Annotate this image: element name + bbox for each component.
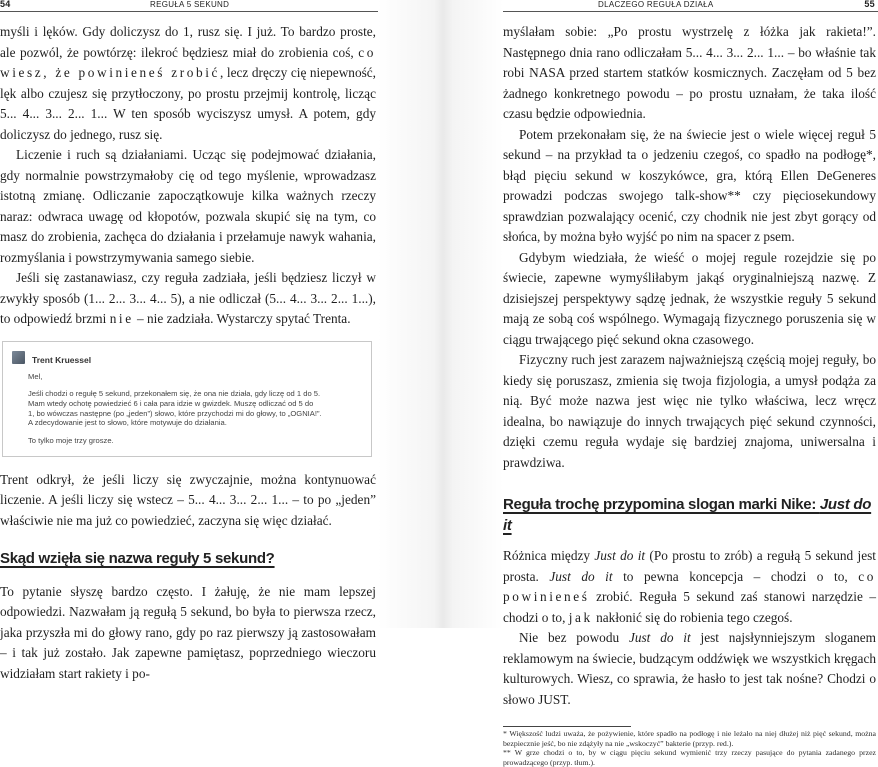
footnote-rule (503, 726, 631, 727)
paragraph: Gdybym wiedziała, że wieść o mojej regule rozejdzie się po świecie, zapewne wymyśliłabym jakąś oryginalniejszą nazwę. Z dzisiejszej perspektywy sądzę jednak, że wszystkie reguły 5 sekund mają ze sobą coś wspólnego. Wymagają fizycznego poruszenia się w ciągu trwającego pięć sekund okna czasowego. (503, 249, 876, 347)
left-page-number: 54 (0, 0, 11, 9)
paragraph: Jeśli się zastanawiasz, czy reguła zadziała, jeśli będziesz liczył w zwykły sposób (1... 2... 3... 4... 5), a nie odliczał (5... 4... 3... 2... 1...), to odpowiedź brzmi nie – nie zadziała. Wystarczy spytać Trenta. (0, 270, 376, 326)
post-line: A zdecydowanie jest to słowo, które motywuje do działania. (28, 418, 227, 428)
footnote: ** W grze chodzi o to, by w ciągu pięciu sekund wymienić trzy rzeczy pasujące do pytania zadanego przez prowadzącego (przyp. tłum.). (503, 748, 876, 767)
paragraph: To pytanie słyszę bardzo często. I żałuję, że nie mam lepszej odpowiedzi. Nazwałam ją regułą 5 sekund, bo była to pierwsza rzecz, jaka przyszła mi do głowy rano, gdy po raz pierwszy ją zastosowałam – i tak już zostało. Jak zapewne pamiętasz, poprzedniego wieczoru widziałam start rakiety i po- (0, 583, 376, 681)
left-page-body (0, 22, 376, 684)
left-page (0, 0, 378, 681)
right-page (503, 0, 878, 767)
paragraph: Fizyczny ruch jest zarazem najważniejszą częścią mojej reguły, bo kiedy się poruszasz, zmienia się twoja fizjologia, a umysł podąża za nią. Być może nazwa jest więc nie tylko właściwa, lecz wręcz idealna, bo nawiązuje do innych trwających pięć sekund czynności, dzięki czemu reguła wydaje się bardziej znajoma, uniwersalna i prawdziwa. (503, 352, 876, 470)
left-running-title: REGUŁA 5 SEKUND (150, 0, 230, 9)
spaced-emphasis: jak (568, 609, 593, 625)
post-greeting: Mel, (28, 371, 43, 381)
paragraph: Trent odkrył, że jeśli liczy się zwyczajnie, można kontynuować liczenie. A jeśli liczy się wstecz – 5... 4... 3... 2... 1... – to po „jeden” właściwie nie ma już co powiedzieć, zaczyna się więc działać. (0, 471, 376, 528)
book-gutter (378, 0, 503, 628)
right-page-body (503, 22, 876, 767)
post-closing: To tylko moje trzy grosze. (28, 436, 114, 446)
section-heading: Reguła trochę przypomina slogan marki Nike: Just do it (503, 496, 872, 534)
section-heading: Skąd wzięła się nazwa reguły 5 sekund? (0, 550, 275, 567)
paragraph: Nie bez powodu Just do it jest najsłynniejszym sloganem reklamowym na świecie, budzącym oddźwięk we wszystkich kręgach kulturowych. Wiesz, co sprawia, że hasło to jest tak nośne? Chodzi o słowo JUST. (503, 630, 876, 707)
facebook-post-screenshot (2, 341, 372, 457)
footnote: * Większość ludzi uważa, że pożywienie, które spadło na podłogę i nie leżało na niej dłużej niż pięć sekund, można bezpiecznie jeść, bo nie zdążyły na nie „wskoczyć” bakterie (przyp. red.). (503, 729, 876, 748)
post-author: Trent Kruessel (32, 354, 92, 365)
avatar (12, 351, 25, 364)
paragraph: Potem przekonałam się, że na świecie jest o wiele więcej reguł 5 sekund – na przykład ta o jedzeniu czegoś, co spadło na podłogę*, błąd pięciu sekund w koszykówce, gra, którą Ellen DeGeneres prowadzi podczas swojego talk-show** czy pięciosekundowy sprawdzian pozwalający ocenić, czy chodnik nie jest zbyt gorący od słońca, by można było wyjść po nim na spacer z psem. (503, 126, 876, 244)
spaced-emphasis: co wiesz, że powinieneś zrobić (0, 44, 376, 80)
post-line: Jeśli chodzi o regułę 5 sekund, przekonałem się, że ona nie działa, gdy liczę od 1 do 5. (28, 389, 321, 399)
footnotes (503, 729, 876, 767)
paragraph: myślałam sobie: „Po prostu wystrzelę z łóżka jak rakieta!”. Następnego dnia rano odliczałam 5... 4... 3... 2... 1... – bo właśnie tak robi NASA przed startem statków kosmicznych. Zaczęłam od 5 bez żadnego konkretnego powodu – po prostu uznałam, że taka ilość czasu będzie odpowiednia. (503, 24, 876, 121)
left-running-header (0, 0, 378, 12)
spaced-emphasis: co powinieneś (503, 568, 876, 604)
post-line: 1, bo wówczas następne (po „jeden”) słowo, które przychodzi mi do głowy, to „OGNIA!”. (28, 408, 322, 418)
post-message (28, 372, 363, 446)
right-running-header (503, 0, 878, 12)
paragraph: Liczenie i ruch są działaniami. Ucząc się podejmować działania, gdy normalnie powstrzymałoby cię od tego myślenie, wprowadzasz istotną zmianę. Odliczanie zapoczątkowuje kilka ważnych rzeczy naraz: odwraca uwagę od kłopotów, pozwala skupić się na tym, co masz do zrobienia, zachęca do działania i przełamuje nawyk wahania, rozmyślania i powstrzymywania samego siebie. (0, 147, 376, 265)
post-line: Mam wtedy ochotę powiedzieć 6 i cała para idzie w gwizdek. Muszę odliczać od 5 do (28, 398, 314, 408)
paragraph: Różnica między Just do it (Po prostu to zrób) a regułą 5 sekund jest prosta. Just do it to pewna koncepcja – chodzi o to, co powinieneś zrobić. Reguła 5 sekund zaś stanowi narzędzie – chodzi o to, jak nakłonić się do robienia tego czegoś. (503, 548, 876, 625)
right-running-title: DLACZEGO REGUŁA DZIAŁA (598, 0, 714, 9)
spaced-emphasis: nie (109, 311, 134, 326)
right-page-number: 55 (864, 0, 875, 9)
paragraph: myśli i lęków. Gdy doliczysz do 1, rusz się. I już. To bardzo proste, ale pozwól, że powtórzę: ilekroć będziesz miał do zrobienia coś, co wiesz, że powinieneś zrobić, lecz dręczy cię niepewność, lęk albo czujesz się przytłoczony, po prostu przejmij kontrolę, licząc 5... 4... 3... 2... 1... W ten sposób wyciszysz umysł. A potem, gdy doliczysz do jednego, rusz się. (0, 24, 376, 142)
